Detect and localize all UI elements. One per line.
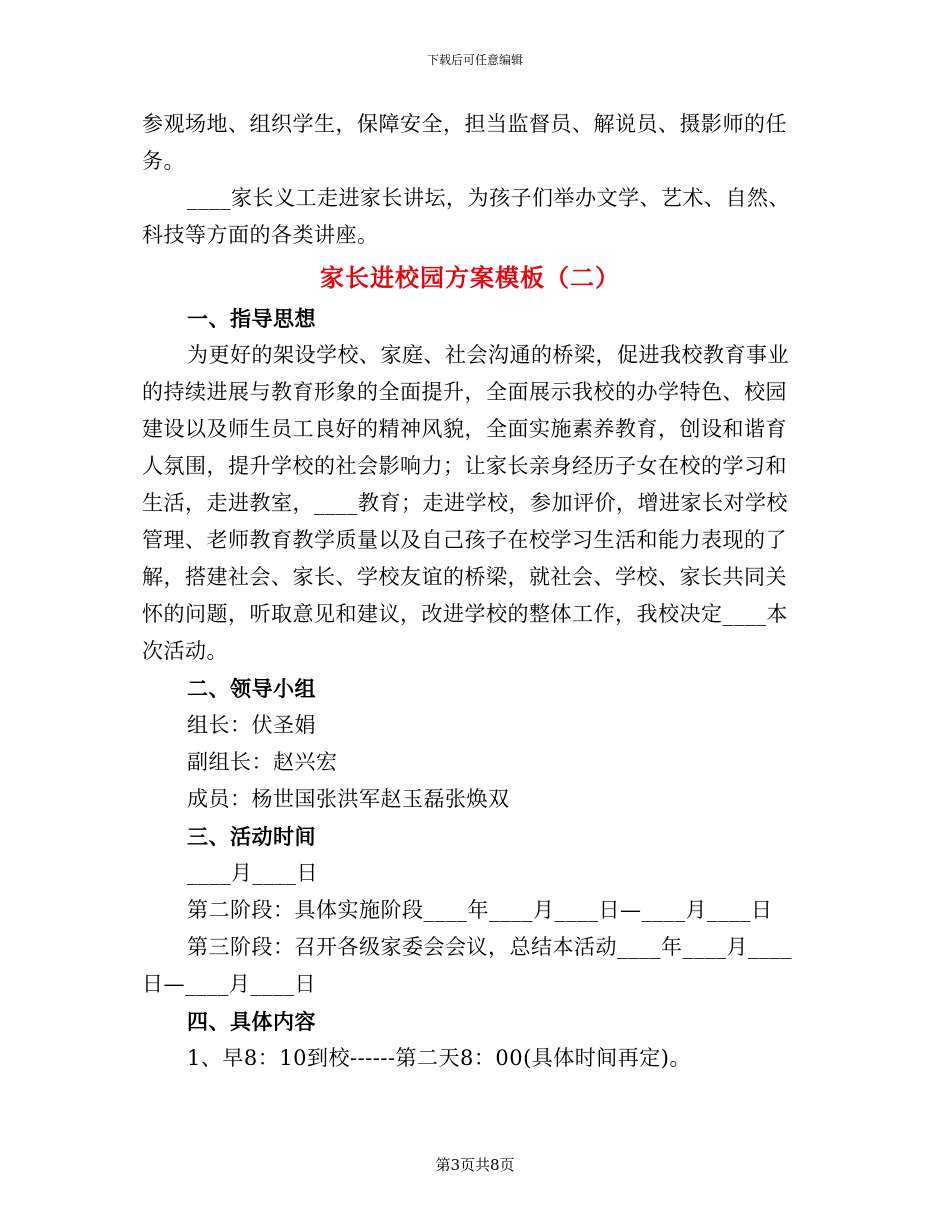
page-footer: 第3页共8页 — [435, 1156, 515, 1174]
time-line-stage-two: 第二阶段：具体实施阶段____年____月____日—____月____日 — [187, 898, 773, 922]
section-heading-activity-time: 三、活动时间 — [187, 824, 316, 849]
section-heading-leadership-group: 二、领导小组 — [187, 676, 316, 701]
time-line-stage-three: 第三阶段：召开各级家委会会议，总结本活动____年____月____日—____月____日 — [142, 935, 792, 996]
time-line-first: ____月____日 — [187, 861, 318, 885]
paragraph-guiding-ideology: 为更好的架设学校、家庭、社会沟通的桥梁，促进我校教育事业的持续进展与教育形象的全面提升，全面展示我校的办学特色、校园建设以及师生员工良好的精神风貌，全面实施素养教育，创设和谐育人氛围，提升学校的社会影响力；让家长亲身经历子女在校的学习和生活，走进教室，____教育；走进学校，参加评价，增进家长对学校管理、老师教育教学质量以及自己孩子在校学习生活和能力表现的了解，搭建社会、家长、学校友谊的桥梁，就社会、学校、家长共同关怀的问题，听取意见和建议，改进学校的整体工作，我校决定____本次活动。 — [142, 343, 789, 663]
document-title: 家长进校园方案模板（二） — [320, 263, 620, 292]
paragraph-visit-duties: 参观场地、组织学生，保障安全，担当监督员、解说员、摄影师的任务。 — [142, 112, 787, 173]
page-header: 下载后可任意编辑 — [426, 53, 523, 67]
paragraph-parent-lectures: ____家长义工走进家长讲坛，为孩子们举办文学、艺术、自然、科技等方面的各类讲座。 — [142, 186, 790, 247]
section-heading-specific-content: 四、具体内容 — [187, 1009, 316, 1034]
vice-leader-line: 副组长：赵兴宏 — [187, 750, 338, 774]
content-item-1: 1、早8：10到校------第二天8：00(具体时间再定)。 — [187, 1046, 691, 1070]
members-line: 成员：杨世国张洪军赵玉磊张焕双 — [187, 787, 510, 811]
leader-line: 组长：伏圣娟 — [187, 713, 316, 737]
section-heading-guiding-ideology: 一、指导思想 — [187, 306, 316, 331]
document-body — [142, 106, 798, 1077]
